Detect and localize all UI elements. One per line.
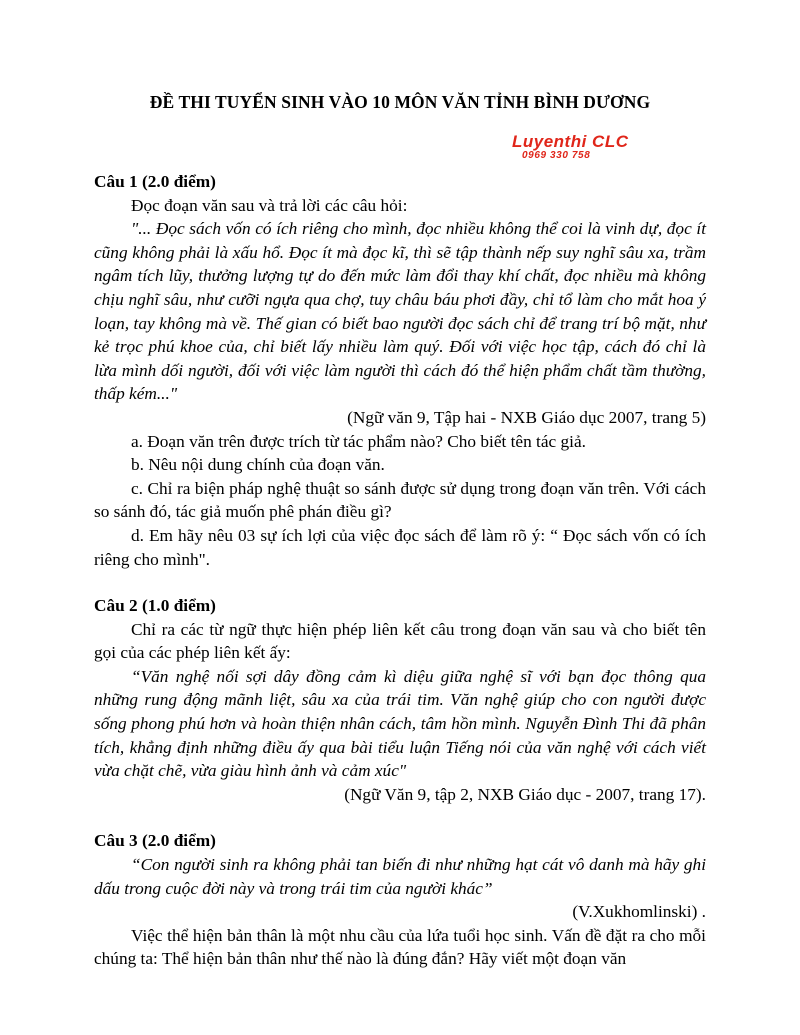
- q1-source: (Ngữ văn 9, Tập hai - NXB Giáo dục 2007, trang 5): [347, 407, 706, 427]
- brand-phone: 0969 330 758: [522, 150, 591, 161]
- section-spacer: [94, 806, 706, 829]
- q2-source: (Ngữ Văn 9, tập 2, NXB Giáo dục - 2007, trang 17).: [344, 784, 706, 804]
- q2-passage: “Văn nghệ nối sợi dây đồng cảm kì diệu giữa nghệ sĩ với bạn đọc thông qua những rung động mãnh liệt, sâu xa của trái tim. Văn nghệ giúp cho con người được sống phong phú hơn và hoàn thiện nhân cách, tâm hồn mình. Nguyễn Đình Thi đã phân tích, khẳng định những điều ấy qua bài tiểu luận Tiếng nói của văn nghệ với cách viết vừa chặt chẽ, vừa giàu hình ảnh và cảm xúc": [94, 666, 706, 781]
- q1-intro: Đọc đoạn văn sau và trả lời các câu hỏi:: [131, 195, 408, 215]
- q3-heading: Câu 3 (2.0 điểm): [94, 831, 216, 851]
- q3-author: (V.Xukhomlinski) .: [572, 902, 706, 922]
- q2-heading: Câu 2 (1.0 điểm): [94, 596, 216, 616]
- document-body: [94, 170, 706, 971]
- brand-watermark: [512, 133, 629, 161]
- q3-prompt: Việc thể hiện bản thân là một nhu cầu của lứa tuổi học sinh. Vấn đề đặt ra cho mỗi chúng ta: Thể hiện bản thân như thế nào là đúng đắn? Hãy viết một đoạn văn: [94, 925, 706, 969]
- q1-question-d: d. Em hãy nêu 03 sự ích lợi của việc đọc sách để làm rõ ý: “ Đọc sách vốn có ích riêng cho mình".: [94, 525, 706, 569]
- q1-question-b: b. Nêu nội dung chính của đoạn văn.: [131, 455, 385, 475]
- brand-name: Luyenthi CLC: [512, 132, 629, 151]
- q3-quote: “Con người sinh ra không phải tan biến đi như những hạt cát vô danh mà hãy ghi dấu trong cuộc đời này và trong trái tim của người khác”: [94, 855, 706, 898]
- q1-question-c: c. Chỉ ra biện pháp nghệ thuật so sánh được sử dụng trong đoạn văn trên. Với cách so sánh đó, tác giả muốn phê phán điều gì?: [94, 478, 706, 522]
- q1-heading: Câu 1 (2.0 điểm): [94, 172, 216, 191]
- page-title: ĐỀ THI TUYỂN SINH VÀO 10 MÔN VĂN TỈNH BÌNH DƯƠNG: [149, 92, 651, 112]
- q1-passage: "... Đọc sách vốn có ích riêng cho mình, đọc nhiều không thể coi là vinh dự, đọc ít cũng không phải là xấu hổ. Đọc ít mà đọc kĩ, thì sẽ tập thành nếp suy nghĩ sâu xa, trầm ngâm tích lũy, thưởng lượng tự do đến mức làm đổi thay khí chất, đọc nhiều mà không chịu nghĩ sâu, như cưỡi ngựa qua chợ, tuy châu báu phơi đầy, chỉ tổ làm cho mắt hoa ý loạn, tay không mà về. Thế gian có biết bao người đọc sách chỉ để trang trí bộ mặt, như kẻ trọc phú khoe của, chỉ biết lấy nhiều làm quý. Đối với việc học tập, cách đó chỉ là lừa mình dối người, đối với việc làm người thì cách đó thể hiện phẩm chất tầm thường, thấp kém...": [94, 219, 706, 404]
- section-spacer: [94, 571, 706, 594]
- q1-question-a: a. Đoạn văn trên được trích từ tác phẩm nào? Cho biết tên tác giả.: [131, 431, 586, 451]
- q2-intro: Chỉ ra các từ ngữ thực hiện phép liên kết câu trong đoạn văn sau và cho biết tên gọi của các phép liên kết ấy:: [94, 619, 706, 663]
